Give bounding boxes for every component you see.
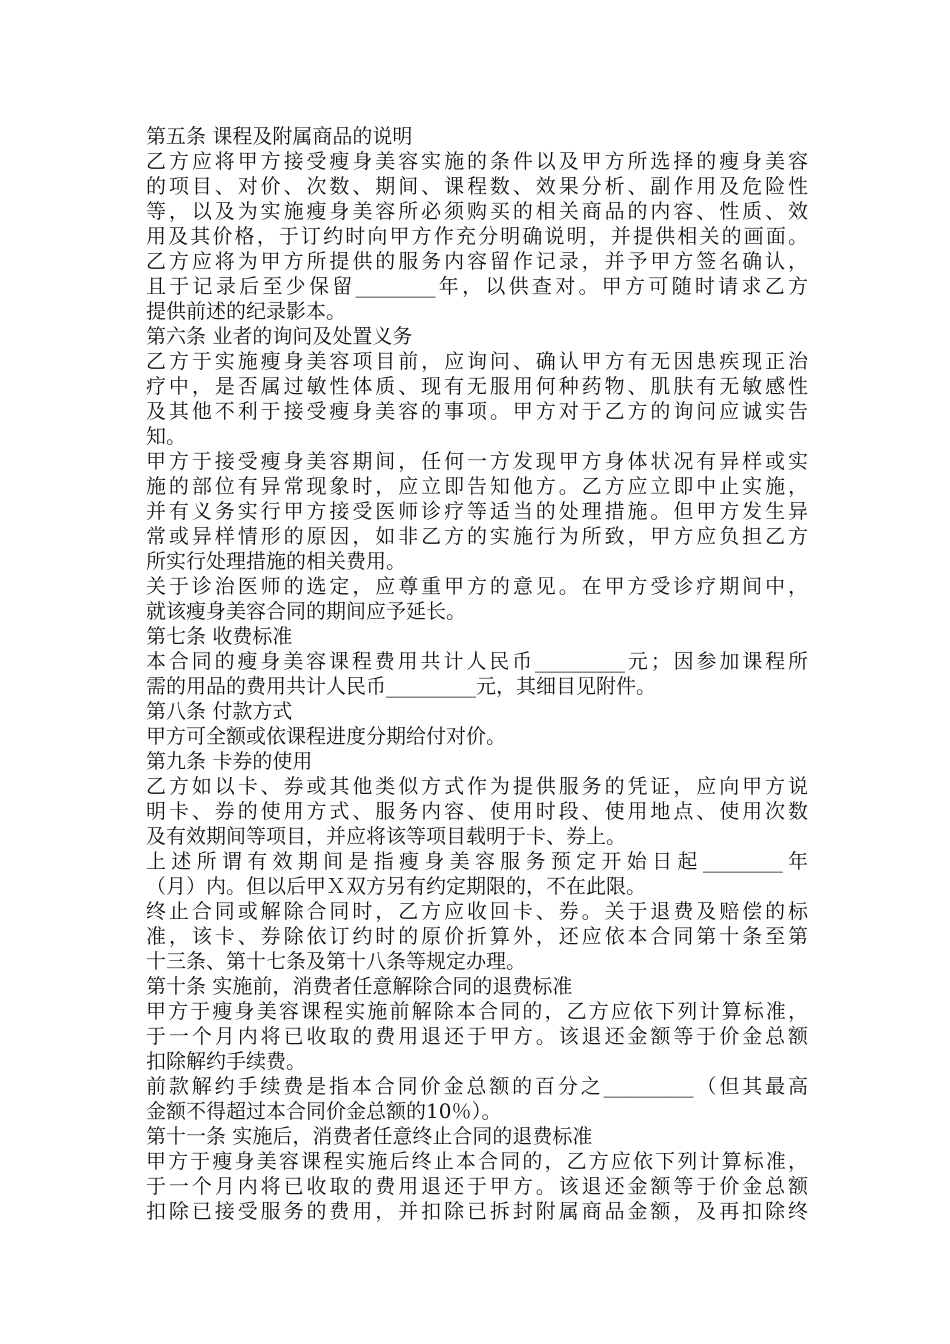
text-line: 的项目、对价、次数、期间、课程数、效果分析、副作用及危险性	[146, 174, 808, 198]
text-line: （月）内。但以后甲Ｘ双方另有约定期限的，不在此限。	[146, 874, 646, 898]
text-line: 上述所谓有效期间是指瘦身美容服务预定开始日起________年	[146, 849, 808, 873]
text-line: 甲方于瘦身美容课程实施后终止本合同的，乙方应依下列计算标准，	[146, 1149, 808, 1173]
article-8-heading: 第八条 付款方式	[146, 699, 293, 723]
article-10-heading: 第十条 实施前，消费者任意解除合同的退费标准	[146, 974, 573, 998]
article-11-heading: 第十一条 实施后，消费者任意终止合同的退费标准	[146, 1124, 593, 1148]
article-6-heading: 第六条 业者的询问及处置义务	[146, 324, 413, 348]
text-line: 所实行处理措施的相关费用。	[146, 549, 406, 573]
text-line: 关于诊治医师的选定，应尊重甲方的意见。在甲方受诊疗期间中，	[146, 574, 808, 598]
text-line: 于一个月内将已收取的费用退还于甲方。该退还金额等于价金总额	[146, 1174, 808, 1198]
text-line: 终止合同或解除合同时，乙方应收回卡、券。关于退费及赔偿的标	[146, 899, 808, 923]
text-line: 乙方于实施瘦身美容项目前，应询问、确认甲方有无因患疾现正治	[146, 349, 808, 373]
text-line: 前款解约手续费是指本合同价金总额的百分之_________（但其最高	[146, 1074, 808, 1098]
text-line: 准，该卡、券除依订约时的原价折算外，还应依本合同第十条至第	[146, 924, 808, 948]
article-5-heading: 第五条 课程及附属商品的说明	[146, 124, 413, 148]
text-line: 于一个月内将已收取的费用退还于甲方。该退还金额等于价金总额	[146, 1024, 808, 1048]
text-line: 甲方于瘦身美容课程实施前解除本合同的，乙方应依下列计算标准，	[146, 999, 808, 1023]
article-7-heading: 第七条 收费标准	[146, 624, 293, 648]
text-line: 乙方应将为甲方所提供的服务内容留作记录，并予甲方签名确认，	[146, 249, 808, 273]
text-line: 疗中，是否属过敏性体质、现有无服用何种药物、肌肤有无敏感性	[146, 374, 808, 398]
text-line: 乙方如以卡、券或其他类似方式作为提供服务的凭证，应向甲方说	[146, 774, 808, 798]
text-line: 且于记录后至少保留________年，以供查对。甲方可随时请求乙方	[146, 274, 808, 298]
text-line: 甲方可全额或依课程进度分期给付对价。	[146, 724, 506, 748]
text-line: 及有效期间等项目，并应将该等项目载明于卡、券上。	[146, 824, 626, 848]
text-line: 等，以及为实施瘦身美容所必须购买的相关商品的内容、性质、效	[146, 199, 808, 223]
text-line: 知。	[146, 424, 186, 448]
text-line: 提供前述的纪录影本。	[146, 299, 346, 323]
text-line: 施的部位有异常现象时，应立即告知他方。乙方应立即中止实施，	[146, 474, 808, 498]
text-line: 用及其价格，于订约时向甲方作充分明确说明，并提供相关的画面。	[146, 224, 808, 248]
text-line: 本合同的瘦身美容课程费用共计人民币_________元；因参加课程所	[146, 649, 808, 673]
text-line: 并有义务实行甲方接受医师诊疗等适当的处理措施。但甲方发生异	[146, 499, 808, 523]
text-line: 扣除解约手续费。	[146, 1049, 306, 1073]
text-line: 常或异样情形的原因，如非乙方的实施行为所致，甲方应负担乙方	[146, 524, 808, 548]
text-line: 十三条、第十七条及第十八条等规定办理。	[146, 949, 526, 973]
text-line: 及其他不利于接受瘦身美容的事项。甲方对于乙方的询问应诚实告	[146, 399, 808, 423]
text-line: 扣除已接受服务的费用，并扣除已拆封附属商品金额，及再扣除终	[146, 1199, 808, 1223]
document-page	[146, 124, 808, 1224]
text-line: 明卡、券的使用方式、服务内容、使用时段、使用地点、使用次数	[146, 799, 808, 823]
text-line: 金额不得超过本合同价金总额的10％）。	[146, 1099, 502, 1123]
text-line: 甲方于接受瘦身美容期间，任何一方发现甲方身体状况有异样或实	[146, 449, 808, 473]
article-9-heading: 第九条 卡券的使用	[146, 749, 313, 773]
text-line: 需的用品的费用共计人民币_________元，其细目见附件。	[146, 674, 656, 698]
text-line: 就该瘦身美容合同的期间应予延长。	[146, 599, 466, 623]
text-line: 乙方应将甲方接受瘦身美容实施的条件以及甲方所选择的瘦身美容	[146, 149, 808, 173]
